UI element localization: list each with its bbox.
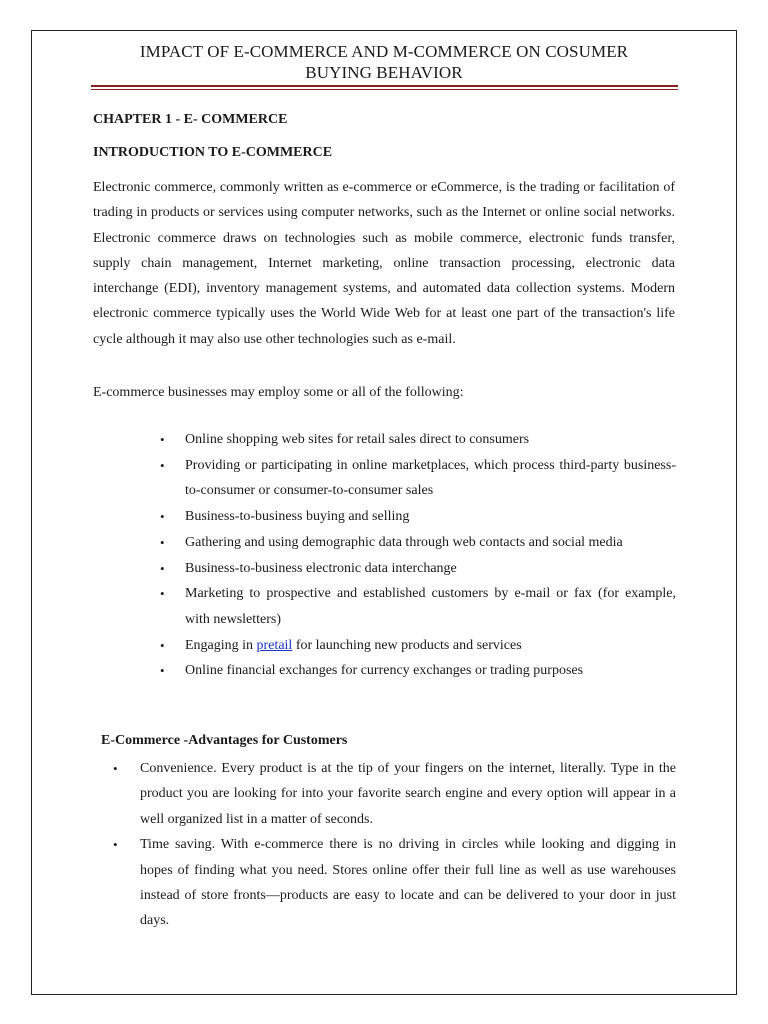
bullet-icon: •	[160, 637, 165, 653]
header-rule-thin	[91, 89, 678, 90]
list-item	[160, 427, 676, 453]
list-item-text: Providing or participating in online marketplaces, which process third-party business-to-consumer or consumer-to-consumer sales	[185, 457, 676, 499]
pretail-link[interactable]: pretail	[256, 637, 293, 653]
bullet-icon: •	[160, 663, 165, 679]
document-title-line2: BUYING BEHAVIOR	[305, 63, 463, 82]
bullet-icon: •	[113, 761, 118, 776]
list-item-text: Convenience. Every product is at the tip of your fingers on the internet, literally. Type in the product you are looking for into your favorite search engine and every option will appear in a well organized list in a matter of seconds.	[140, 761, 676, 827]
list-item-text: Online shopping web sites for retail sales direct to consumers	[185, 432, 530, 447]
bullet-icon: •	[160, 560, 165, 576]
list-item-text: Time saving. With e-commerce there is no driving in circles while looking and digging in hopes of finding what you need. Stores online offer their full line as well as use warehouses instead of store fronts—products are easy to locate and can be delivered to your door in just days.	[140, 837, 676, 929]
bullet-icon: •	[160, 586, 165, 602]
bullet-icon: •	[160, 509, 165, 525]
document-title	[31, 41, 737, 83]
list-item-text: Marketing to prospective and established customers by e-mail or fax (for example, with newsletters)	[185, 586, 676, 627]
bullet-icon: •	[113, 837, 118, 853]
list-item	[160, 504, 676, 530]
list-item	[113, 756, 676, 832]
list-item	[160, 658, 676, 684]
employ-list	[160, 427, 676, 684]
list-item	[160, 581, 676, 632]
list-lead-text: E-commerce businesses may employ some or all of the following:	[93, 385, 464, 400]
list-item	[160, 453, 676, 504]
intro-paragraph: Electronic commerce, commonly written as e-commerce or eCommerce, is the trading or facilitation of trading in products or services using computer networks, such as the Internet or online social networks. Electronic commerce draws on technologies such as mobile commerce, electronic funds transfer, supply chain management, Internet marketing, online transaction processing, electronic data interchange (EDI), inventory management systems, and automated data collection systems. Modern electronic commerce typically uses the World Wide Web for at least one part of the transaction's life cycle although it may also use other technologies such as e-mail.	[93, 180, 675, 347]
list-item	[160, 530, 676, 556]
bullet-icon: •	[160, 457, 165, 473]
list-item	[113, 832, 676, 934]
section-heading-advantages: E-Commerce -Advantages for Customers	[101, 733, 348, 748]
document-title-line1: IMPACT OF E-COMMERCE AND M-COMMERCE ON COSUMER	[139, 42, 629, 61]
list-item	[160, 633, 676, 659]
list-item-text-before: Engaging in	[185, 637, 257, 653]
list-item-text: Business-to-business electronic data interchange	[185, 560, 457, 576]
list-item-text: Business-to-business buying and selling	[185, 509, 410, 525]
section-heading-intro: INTRODUCTION TO E-COMMERCE	[93, 145, 333, 160]
list-item	[160, 556, 676, 582]
bullet-icon: •	[160, 432, 165, 447]
header-rule	[91, 85, 678, 87]
list-item-text-after: for launching new products and services	[292, 637, 522, 653]
list-item-text: Online financial exchanges for currency exchanges or trading purposes	[185, 663, 584, 679]
bullet-icon: •	[160, 534, 165, 550]
advantages-list	[113, 756, 676, 934]
list-item-text: Gathering and using demographic data through web contacts and social media	[185, 534, 623, 550]
chapter-heading: CHAPTER 1 - E- COMMERCE	[93, 112, 288, 127]
